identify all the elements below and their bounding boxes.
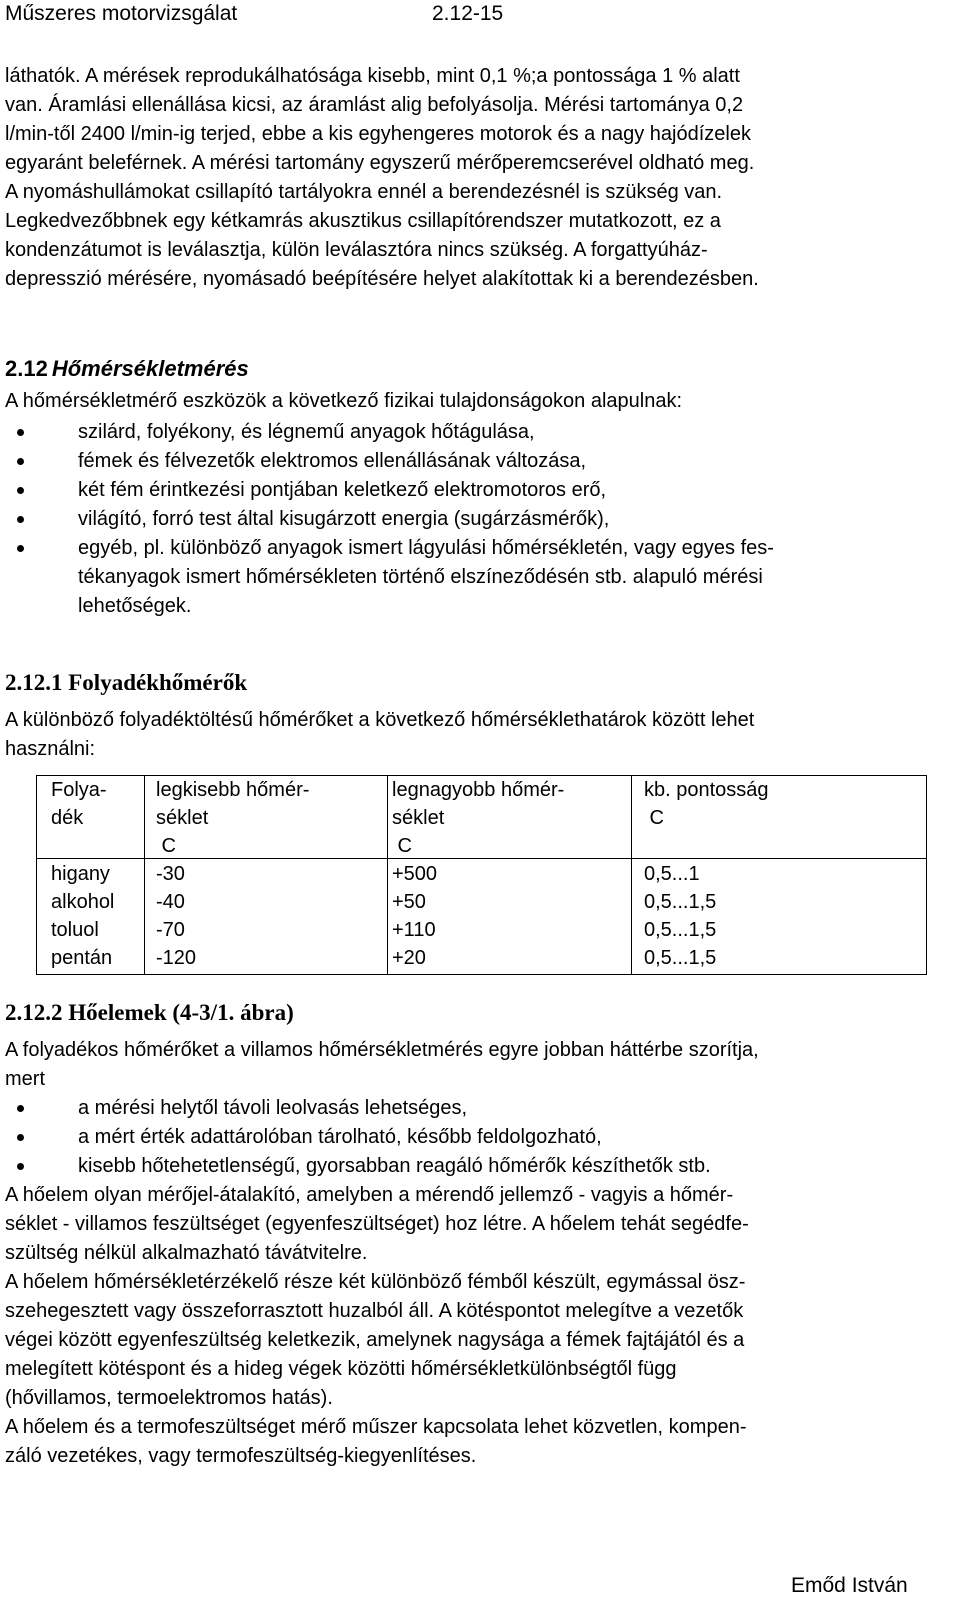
- table-cell: 0,5...1: [644, 863, 700, 885]
- list-item-text: egyéb, pl. különböző anyagok ismert lágyulási hőmérsékletén, vagy egyes fes-: [78, 537, 774, 559]
- text-line: melegített kötéspont és a hideg végek közötti hőmérsékletkülönbségtől függ: [5, 1358, 677, 1380]
- table-header-text: kb. pontosság: [644, 779, 769, 801]
- table-column-accuracy: [644, 860, 716, 972]
- table-cell: -120: [156, 947, 197, 969]
- text-line: A folyadékos hőmérőket a villamos hőmérsékletmérés egyre jobban háttérbe szorítja,: [5, 1039, 759, 1061]
- table-cell: toluol: [51, 919, 99, 941]
- header-title: Műszeres motorvizsgálat: [5, 2, 238, 25]
- text-line: Legkedvezőbbnek egy kétkamrás akusztikus csillapítórendszer mutatkozott, ez a: [5, 210, 721, 232]
- text-line: séklet - villamos feszültséget (egyenfeszültséget) hoz létre. A hőelem tehát segédfe-: [5, 1213, 749, 1235]
- table-header-liquid: [51, 776, 107, 832]
- text-line: mert: [5, 1068, 45, 1090]
- table-cell: higany: [51, 863, 110, 885]
- header-page-number: 2.12-15: [432, 2, 504, 25]
- table-header-text: séklet: [156, 807, 209, 829]
- table-cell: 0,5...1,5: [644, 891, 717, 913]
- section-2-12-2-intro: [5, 1036, 955, 1094]
- list-item: [5, 1094, 955, 1123]
- table-header-text: séklet: [392, 807, 445, 829]
- table-header-text: C: [644, 807, 664, 829]
- table-header-text: legkisebb hőmér-: [156, 779, 310, 801]
- list-item: [5, 476, 955, 505]
- bullet-icon: [17, 516, 24, 523]
- list-item-text: lehetőségek.: [78, 595, 192, 617]
- table-cell: 0,5...1,5: [644, 947, 717, 969]
- table-divider: [144, 776, 145, 974]
- section-heading-2-12: [5, 356, 249, 382]
- list-item-text: két fém érintkezési pontjában keletkező elektromotoros erő,: [78, 479, 607, 501]
- footer-author: Emőd István: [791, 1574, 908, 1597]
- table-cell: +500: [392, 863, 438, 885]
- bullet-list-advantages: [5, 1094, 955, 1181]
- text-line: szültség nélkül alkalmazható távátvitelre.: [5, 1242, 368, 1264]
- list-item: [5, 447, 955, 476]
- bullet-icon: [17, 1105, 24, 1112]
- table-header-text: C: [156, 835, 176, 857]
- table-header-text: Folya-: [51, 779, 107, 801]
- text-line: egyaránt beleférnek. A mérési tartomány egyszerű mérőperemcserével oldható meg.: [5, 152, 755, 174]
- table-header-max-temp: [392, 776, 564, 860]
- page-header: [5, 2, 504, 26]
- text-line: használni:: [5, 738, 96, 760]
- intro-paragraph: [5, 62, 955, 294]
- table-column-min-temp: [156, 860, 196, 972]
- table-cell: +20: [392, 947, 426, 969]
- text-line: A hőelem olyan mérőjel-átalakító, amelyben a mérendő jellemző - vagyis a hőmér-: [5, 1184, 734, 1206]
- bullet-icon: [17, 458, 24, 465]
- table-cell: +50: [392, 891, 426, 913]
- text-line: végei között egyenfeszültség keletkezik, amelynek nagysága a fémek fajtájától és a: [5, 1329, 745, 1351]
- bullet-icon: [17, 545, 24, 552]
- table-header-text: C: [392, 835, 412, 857]
- bullet-icon: [17, 1163, 24, 1170]
- table-cell: +110: [392, 919, 436, 941]
- list-item: [5, 1152, 955, 1181]
- bullet-icon: [17, 487, 24, 494]
- table-divider: [387, 776, 388, 974]
- table-cell: -30: [156, 863, 185, 885]
- section-2-12-2-body: [5, 1181, 955, 1471]
- section-title: Hőmérsékletmérés: [51, 356, 249, 381]
- text-line: kondenzátumot is leválasztja, külön leválasztóra nincs szükség. A forgattyúház-: [5, 239, 708, 261]
- table-cell: alkohol: [51, 891, 115, 913]
- table-cell: -70: [156, 919, 185, 941]
- table-column-max-temp: [392, 860, 437, 972]
- text-line: A nyomáshullámokat csillapító tartályokra ennél a berendezésnél is szükség van.: [5, 181, 723, 203]
- table-cell: 0,5...1,5: [644, 919, 717, 941]
- section-2-12-1-intro: [5, 706, 955, 764]
- list-item-text: szilárd, folyékony, és légnemű anyagok hőtágulása,: [78, 421, 535, 443]
- list-item-text: a mért érték adattárolóban tárolható, később feldolgozható,: [78, 1126, 602, 1148]
- text-line: l/min-től 2400 l/min-ig terjed, ebbe a kis egyhengeres motorok és a nagy hajódízelek: [5, 123, 751, 145]
- list-item-text: kisebb hőtehetetlenségű, gyorsabban reagáló hőmérők készíthetők stb.: [78, 1155, 711, 1177]
- table-cell: -40: [156, 891, 185, 913]
- section-heading-2-12-2: 2.12.2 Hőelemek (4-3/1. ábra): [5, 1000, 294, 1025]
- list-item-text: világító, forró test által kisugárzott energia (sugárzásmérők),: [78, 508, 610, 530]
- table-cell: pentán: [51, 947, 113, 969]
- table-header-text: dék: [51, 807, 84, 829]
- section-number: 2.12: [5, 356, 48, 381]
- thermometer-table: [36, 775, 927, 975]
- list-item-text: a mérési helytől távoli leolvasás lehetséges,: [78, 1097, 468, 1119]
- text-line: A hőelem hőmérsékletérzékelő része két különböző fémből készült, egymással ösz-: [5, 1271, 746, 1293]
- list-item: [5, 505, 955, 534]
- section-2-12-intro: [5, 387, 955, 416]
- text-line: depresszió mérésére, nyomásadó beépítésére helyet alakítottak ki a berendezésben.: [5, 268, 759, 290]
- bullet-icon: [17, 1134, 24, 1141]
- text-line: záló vezetékes, vagy termofeszültség-kiegyenlítéses.: [5, 1445, 477, 1467]
- text-line: (hővillamos, termoelektromos hatás).: [5, 1387, 333, 1409]
- table-column-liquid: [51, 860, 114, 972]
- list-item-text: fémek és félvezetők elektromos ellenállásának változása,: [78, 450, 587, 472]
- text-line: A hőelem és a termofeszültséget mérő műszer kapcsolata lehet közvetlen, kompen-: [5, 1416, 747, 1438]
- list-item: [5, 534, 955, 621]
- table-header-text: legnagyobb hőmér-: [392, 779, 565, 801]
- text-line: szehegesztett vagy összeforrasztott huzalból áll. A kötéspontot melegítve a vezetők: [5, 1300, 744, 1322]
- text-line: A hőmérsékletmérő eszközök a következő fizikai tulajdonságokon alapulnak:: [5, 390, 683, 412]
- list-item: [5, 418, 955, 447]
- table-header-min-temp: [156, 776, 309, 860]
- section-heading-2-12-1: 2.12.1 Folyadékhőmérők: [5, 670, 248, 695]
- list-item-text: tékanyagok ismert hőmérsékleten történő elszíneződésén stb. alapuló mérési: [78, 566, 763, 588]
- text-line: láthatók. A mérések reprodukálhatósága kisebb, mint 0,1 %;a pontossága 1 % alatt: [5, 65, 740, 87]
- text-line: A különböző folyadéktöltésű hőmérőket a következő hőmérséklethatárok között lehet: [5, 709, 755, 731]
- bullet-icon: [17, 429, 24, 436]
- list-item: [5, 1123, 955, 1152]
- bullet-list-properties: [5, 418, 955, 621]
- table-header-accuracy: [644, 776, 769, 832]
- text-line: van. Áramlási ellenállása kicsi, az áramlást alig befolyásolja. Mérési tartománya 0,2: [5, 94, 744, 116]
- table-divider: [631, 776, 632, 974]
